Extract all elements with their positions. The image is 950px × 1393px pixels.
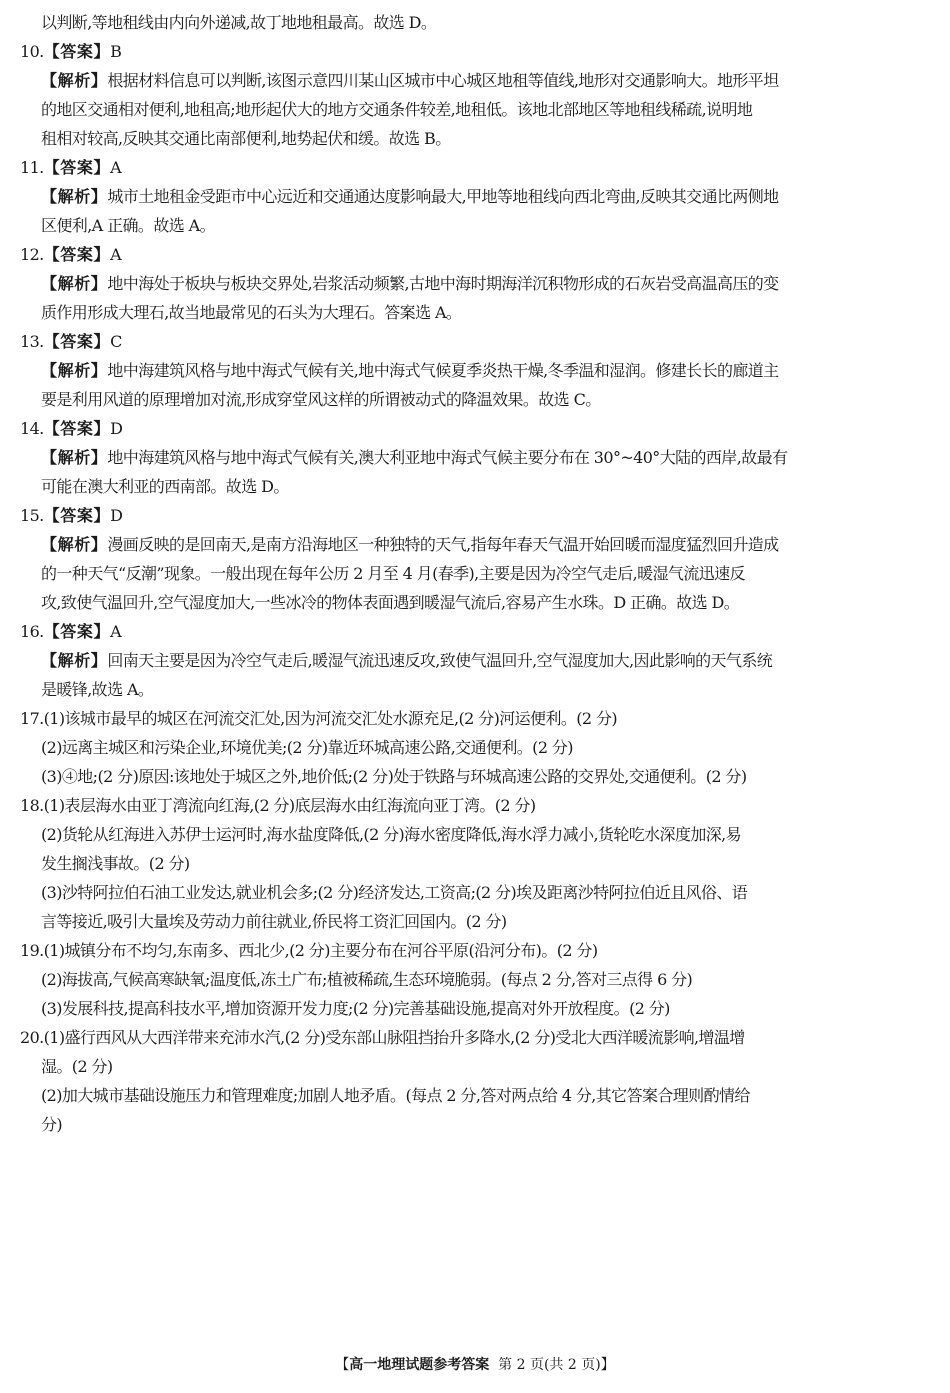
line-text: 租相对较高,反映其交通比南部便利,地势起伏和缓。故选 B。 <box>41 129 451 148</box>
line-text: A <box>110 245 122 264</box>
text-line <box>0 331 950 352</box>
answer-label: 【解析】 <box>41 535 108 554</box>
question-number: 12. <box>20 245 44 264</box>
line-text: 地中海处于板块与板块交界处,岩浆活动频繁,古地中海时期海洋沉积物形成的石灰岩受高温高压的变 <box>107 274 779 293</box>
text-line <box>0 650 950 671</box>
answer-label: 【解析】 <box>41 274 108 293</box>
answer-label: 【答案】 <box>43 158 111 177</box>
text-line <box>0 969 950 990</box>
question-number: 17. <box>20 709 44 728</box>
line-text: D <box>110 419 123 438</box>
text-line <box>0 853 950 874</box>
line-text: (1)城镇分布不均匀,东南多、西北少,(2 分)主要分布在河谷平原(沿河分布)。(2 分) <box>43 941 598 960</box>
answer-label: 【解析】 <box>41 651 108 670</box>
line-text: (1)盛行西风从大西洋带来充沛水汽,(2 分)受东部山脉阻挡抬升多降水,(2 分)受北大西洋暖流影响,增温增 <box>43 1028 745 1047</box>
line-text: 根据材料信息可以判断,该图示意四川某山区城市中心城区地租等值线,地形对交通影响大。地形平坦 <box>107 71 779 90</box>
footer-bracket-close: 】 <box>600 1357 615 1373</box>
line-text: (2)货轮从红海进入苏伊士运河时,海水盐度降低,(2 分)海水密度降低,海水浮力减小,货轮吃水深度加深,易 <box>41 825 742 844</box>
text-line <box>0 940 950 961</box>
line-text: 的一种天气“反潮”现象。一般出现在每年公历 2 月至 4 月(春季),主要是因为冷空气走后,暖湿气流迅速反 <box>41 564 745 583</box>
line-text: (2)加大城市基础设施压力和管理难度;加剧人地矛盾。(每点 2 分,答对两点给 4 分,其它答案合理则酌情给 <box>41 1086 750 1105</box>
text-line <box>0 99 950 120</box>
line-text: (3)沙特阿拉伯石油工业发达,就业机会多;(2 分)经济发达,工资高;(2 分)埃及距离沙特阿拉伯近且风俗、语 <box>41 883 748 902</box>
answer-label: 【解析】 <box>41 448 108 467</box>
text-line <box>0 708 950 729</box>
text-line <box>0 447 950 468</box>
line-text: 的地区交通相对便利,地租高;地形起伏大的地方交通条件较差,地租低。该地北部地区等地租线稀疏,说明地 <box>41 100 753 119</box>
text-line <box>0 215 950 236</box>
line-text: 分) <box>41 1115 63 1134</box>
line-text: 是暖锋,故选 A。 <box>41 680 154 699</box>
line-text: 回南天主要是因为冷空气走后,暖湿气流迅速反攻,致使气温回升,空气湿度加大,因此影响的天气系统 <box>107 651 773 670</box>
line-text: 地中海建筑风格与地中海式气候有关,地中海式气候夏季炎热干燥,冬季温和湿润。修建长长的廊道主 <box>107 361 779 380</box>
footer-bracket-open: 【 <box>335 1357 350 1373</box>
line-text: 以判断,等地租线由内向外递减,故丁地地租最高。故选 D。 <box>41 13 437 32</box>
text-line <box>0 621 950 642</box>
question-number: 20. <box>20 1028 44 1047</box>
text-line <box>0 998 950 1019</box>
text-line <box>0 360 950 381</box>
line-text: 区便利,A 正确。故选 A。 <box>41 216 215 235</box>
question-number: 14. <box>20 419 44 438</box>
answer-label: 【解析】 <box>41 361 108 380</box>
text-line <box>0 1114 950 1135</box>
line-text: (3)④地;(2 分)原因:该地处于城区之外,地价低;(2 分)处于铁路与环城高速公路的交界处,交通便利。(2 分) <box>41 767 747 786</box>
text-line <box>0 911 950 932</box>
text-line <box>0 1085 950 1106</box>
answer-label: 【解析】 <box>41 187 108 206</box>
text-line <box>0 737 950 758</box>
text-line <box>0 679 950 700</box>
line-text: 城市土地租金受距市中心远近和交通通达度影响最大,甲地等地租线向西北弯曲,反映其交通比两侧地 <box>107 187 779 206</box>
line-text: A <box>110 622 122 641</box>
answer-label: 【解析】 <box>41 71 108 90</box>
text-line <box>0 273 950 294</box>
answer-label: 【答案】 <box>43 419 111 438</box>
line-text: 言等接近,吸引大量埃及劳动力前往就业,侨民将工资汇回国内。(2 分) <box>41 912 507 931</box>
page-footer <box>0 1355 950 1375</box>
line-text: A <box>110 158 122 177</box>
line-text: (1)该城市最早的城区在河流交汇处,因为河流交汇处水源充足,(2 分)河运便利。(2 分) <box>43 709 617 728</box>
answer-label: 【答案】 <box>43 42 111 61</box>
text-line <box>0 186 950 207</box>
text-line <box>0 128 950 149</box>
question-number: 19. <box>20 941 44 960</box>
question-number: 11. <box>20 158 44 177</box>
text-line <box>0 592 950 613</box>
line-text: 发生搁浅事故。(2 分) <box>41 854 190 873</box>
question-number: 18. <box>20 796 44 815</box>
line-text: D <box>110 506 123 525</box>
text-line <box>0 1056 950 1077</box>
line-text: 湿。(2 分) <box>41 1057 113 1076</box>
text-line <box>0 157 950 178</box>
text-line <box>0 476 950 497</box>
answer-label: 【答案】 <box>43 332 111 351</box>
text-line <box>0 41 950 62</box>
footer-title: 高一地理试题参考答案 <box>349 1357 490 1373</box>
line-text: C <box>110 332 122 351</box>
line-text: B <box>110 42 122 61</box>
text-line <box>0 824 950 845</box>
line-text: (2)远离主城区和污染企业,环境优美;(2 分)靠近环城高速公路,交通便利。(2 分) <box>41 738 573 757</box>
text-line <box>0 302 950 323</box>
line-text: 地中海建筑风格与地中海式气候有关,澳大利亚地中海式气候主要分布在 30°~40°大陆的西岸,故最有 <box>107 448 788 467</box>
text-line <box>0 534 950 555</box>
footer-page-number: 第 2 页(共 2 页) <box>498 1357 601 1373</box>
text-line <box>0 882 950 903</box>
answer-label: 【答案】 <box>43 622 111 641</box>
question-number: 15. <box>20 506 44 525</box>
text-line <box>0 563 950 584</box>
text-line <box>0 418 950 439</box>
line-text: 可能在澳大利亚的西南部。故选 D。 <box>41 477 289 496</box>
text-line <box>0 505 950 526</box>
text-line <box>0 389 950 410</box>
answer-label: 【答案】 <box>43 245 111 264</box>
question-number: 16. <box>20 622 44 641</box>
line-text: (1)表层海水由亚丁湾流向红海,(2 分)底层海水由红海流向亚丁湾。(2 分) <box>43 796 536 815</box>
text-line <box>0 795 950 816</box>
line-text: 质作用形成大理石,故当地最常见的石头为大理石。答案选 A。 <box>41 303 462 322</box>
line-text: 攻,致使气温回升,空气湿度加大,一些冰冷的物体表面遇到暖湿气流后,容易产生水珠。D 正确。故选 D。 <box>41 593 740 612</box>
question-number: 10. <box>20 42 44 61</box>
answer-label: 【答案】 <box>43 506 111 525</box>
line-text: (3)发展科技,提高科技水平,增加资源开发力度;(2 分)完善基础设施,提高对外开放程度。(2 分) <box>41 999 670 1018</box>
line-text: 要是利用风道的原理增加对流,形成穿堂风这样的所谓被动式的降温效果。故选 C。 <box>41 390 601 409</box>
text-line <box>0 766 950 787</box>
text-line <box>0 70 950 91</box>
text-line <box>0 1027 950 1048</box>
text-line <box>0 244 950 265</box>
question-number: 13. <box>20 332 44 351</box>
line-text: 漫画反映的是回南天,是南方沿海地区一种独特的天气,指每年春天气温开始回暖而湿度猛烈回升造成 <box>107 535 779 554</box>
text-line <box>0 12 950 33</box>
line-text: (2)海拔高,气候高寒缺氧;温度低,冻土广布;植被稀疏,生态环境脆弱。(每点 2 分,答对三点得 6 分) <box>41 970 693 989</box>
